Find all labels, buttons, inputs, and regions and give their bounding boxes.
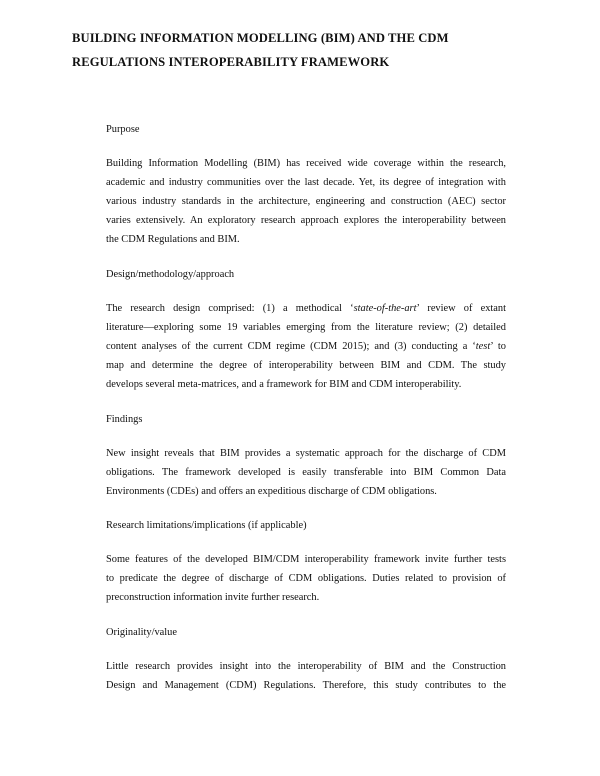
purpose-line-1: Building Information Modelling (BIM) has received wide coverage within the research,: [106, 158, 506, 169]
purpose-line-2: academic and industry communities over the last decade. Yet, its degree of integration with: [106, 177, 506, 188]
design-heading: Design/methodology/approach: [106, 269, 235, 280]
design-line-2: literature—exploring some 19 variables emerging from the literature review; (2) detailed: [106, 322, 506, 333]
findings-line-2: obligations. The framework developed is easily transferable into BIM Common Data: [106, 467, 506, 478]
design-line-3: [106, 337, 506, 356]
originality-paragraph: [106, 657, 506, 695]
design-line-3-start: content analyses of the current CDM regime (CDM 2015); and (3) conducting a ‘: [106, 341, 476, 352]
purpose-paragraph: [106, 154, 506, 249]
originality-heading: Originality/value: [106, 627, 177, 638]
findings-line-3: Environments (CDEs) and offers an expeditious discharge of CDM obligations.: [106, 486, 437, 497]
findings-line-1: New insight reveals that BIM provides a systematic approach for the discharge of CDM: [106, 448, 506, 459]
limitations-paragraph: [106, 550, 506, 607]
purpose-heading: Purpose: [106, 124, 140, 135]
findings-heading: Findings: [106, 414, 143, 425]
limitations-line-2: to predicate the degree of discharge of CDM obligations. Duties related to provision of: [106, 573, 506, 584]
paper-title: [72, 26, 542, 74]
findings-paragraph: [106, 444, 506, 501]
limitations-line-1: Some features of the developed BIM/CDM interoperability framework invite further tests: [106, 554, 506, 565]
design-line-4: map and determine the degree of interoperability between BIM and CDM. The study: [106, 360, 506, 371]
design-line-1-start: The research design comprised: (1) a methodical ‘: [106, 303, 354, 314]
originality-line-2: Design and Management (CDM) Regulations. Therefore, this study contributes to the: [106, 680, 506, 691]
design-line-3-end: ’ to: [490, 341, 506, 352]
design-line-1: [106, 299, 506, 318]
design-paragraph: [106, 299, 506, 394]
purpose-line-4: varies extensively. An exploratory research approach explores the interoperability between: [106, 215, 506, 226]
originality-line-1: Little research provides insight into the interoperability of BIM and the Construction: [106, 661, 506, 672]
design-line-3-italic: test: [475, 341, 491, 352]
design-line-5: develops several meta-matrices, and a framework for BIM and CDM interoperability.: [106, 379, 462, 390]
title-line-2: REGULATIONS INTEROPERABILITY FRAMEWORK: [72, 55, 390, 69]
limitations-line-3: preconstruction information invite further research.: [106, 592, 320, 603]
limitations-heading: Research limitations/implications (if applicable): [106, 520, 307, 531]
purpose-line-5: the CDM Regulations and BIM.: [106, 234, 240, 245]
title-line-1: BUILDING INFORMATION MODELLING (BIM) AND THE CDM: [72, 31, 449, 45]
design-line-1-italic: state-of-the-art: [353, 303, 417, 314]
design-line-1-end: ’ review of extant: [416, 303, 506, 314]
purpose-line-3: various industry standards in the architecture, engineering and construction (AEC) sector: [106, 196, 506, 207]
